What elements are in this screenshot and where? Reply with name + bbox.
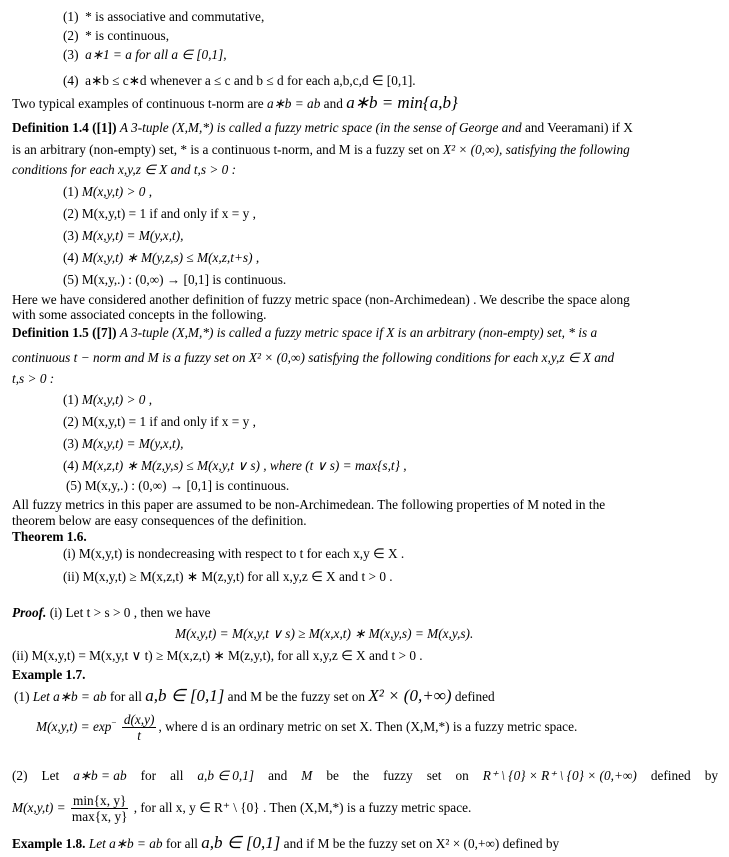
- math-expression: a∗b = ab: [73, 768, 127, 783]
- item-number: (3): [63, 436, 79, 451]
- item-number: (1): [63, 184, 79, 199]
- item-number: (2): [63, 28, 79, 43]
- text: for all: [109, 689, 142, 704]
- na-note-line-1: All fuzzy metrics in this paper are assumed to be non-Archimedean. The following properties of M noted in the: [12, 497, 606, 512]
- word: the: [352, 768, 370, 783]
- tnorm-condition-4: [63, 73, 416, 89]
- definition-text: satisfying the following: [505, 142, 630, 157]
- tnorm-condition-2: [63, 28, 169, 44]
- def15-condition-1: [63, 392, 152, 408]
- item-number: (2): [63, 206, 79, 221]
- math-symbol: M: [301, 768, 313, 783]
- na-note-line-2: theorem below are easy consequences of the definition.: [12, 513, 307, 528]
- item-number: (3): [63, 228, 79, 243]
- formula-lhs: M(x,y,t) = exp: [36, 719, 112, 734]
- proof-line-2: (ii) M(x,y,t) = M(x,y,t ∨ t) ≥ M(x,z,t) ∗ M(z,y,t), for all x,y,z ∈ X and t > 0 .: [12, 648, 423, 663]
- item-number: (1): [63, 392, 79, 407]
- definition-label: Definition 1.4 ([1]): [12, 120, 117, 135]
- def15-condition-5: [66, 478, 289, 494]
- item-text: M(x,y,t) > 0 ,: [81, 184, 153, 199]
- item-number: (3): [63, 47, 79, 62]
- def14-condition-1: [63, 184, 152, 200]
- item-text: M(x,y,t) = 1 if and only if x = y ,: [81, 206, 256, 221]
- item-number: (1): [63, 9, 79, 24]
- formula-exponent-sign: −: [111, 717, 117, 728]
- math-expression: a,b ∈ [0,1]: [201, 833, 281, 852]
- definition-1-4-line-3: conditions for each x,y,z ∈ X and t,s > 0 :: [12, 162, 237, 177]
- definition-1-5-line-2: continuous t − norm and M is a fuzzy set on X² × (0,∞) satisfying the following conditions for each x,y,z ∈ X and: [12, 350, 615, 365]
- example-1-7-label: Example 1.7.: [12, 667, 86, 682]
- math-expression: Let a∗b = ab: [32, 689, 107, 704]
- word: defined: [650, 768, 691, 783]
- definition-text: is an arbitrary (non-empty) set, * is a continuous t-norm, and M is a fuzzy set on: [12, 142, 440, 157]
- theorem-item-i: [63, 546, 404, 562]
- item-number: (4): [63, 250, 79, 265]
- examples-and: and: [323, 96, 343, 111]
- item-text: * is associative and commutative,: [85, 9, 265, 24]
- math-expression: R⁺ \ {0} × R⁺ \ {0} × (0,+∞): [482, 768, 637, 783]
- word: be: [326, 768, 339, 783]
- word: for: [140, 768, 157, 783]
- fraction: [122, 712, 157, 743]
- item-text: M(x,y,t) = 1 if and only if x = y ,: [81, 414, 256, 429]
- example-product: a∗b = ab: [266, 96, 321, 111]
- definition-label: Definition 1.5 ([7]): [12, 325, 117, 340]
- proof-display-equation: M(x,y,t) = M(x,y,t ∨ s) ≥ M(x,x,t) ∗ M(x,y,s) = M(x,y,s).: [175, 626, 474, 641]
- theorem-item-ii: [63, 569, 393, 585]
- item-number: (5): [63, 272, 79, 287]
- def15-condition-4: [63, 458, 407, 474]
- text: for all: [165, 836, 198, 851]
- item-text: M(x,y,t) = M(y,x,t),: [81, 436, 184, 451]
- part-number: (2): [12, 768, 28, 783]
- item-number: (i): [63, 546, 76, 561]
- proof-line-1: [12, 605, 211, 621]
- fraction-numerator: min{x, y}: [72, 793, 127, 809]
- item-text: M(x,y,t) = M(y,x,t),: [81, 228, 184, 243]
- definition-1-5-line-3: t,s > 0 :: [12, 371, 55, 386]
- word: all: [170, 768, 184, 783]
- tnorm-examples: [12, 95, 458, 112]
- proof-label: Proof.: [12, 605, 47, 620]
- def14-condition-3: [63, 228, 183, 244]
- definition-text: and Veeramani) if X: [524, 120, 633, 135]
- fraction-denominator: t: [137, 728, 141, 744]
- text: defined: [454, 689, 495, 704]
- example-1-7-formula: [36, 712, 577, 743]
- fraction-numerator: d(x,y): [123, 712, 155, 728]
- fraction-denominator: max{x, y}: [71, 809, 128, 825]
- item-number: (2): [63, 414, 79, 429]
- fraction: [71, 793, 128, 824]
- text: and if M be the fuzzy set on X² × (0,+∞) defined by: [283, 836, 560, 851]
- text: and M be the fuzzy set on: [227, 689, 366, 704]
- theorem-1-6-label: Theorem 1.6.: [12, 529, 87, 544]
- proof-text: (i) Let t > s > 0 , then we have: [49, 605, 211, 620]
- math-expression: a,b ∈ 0,1]: [197, 768, 255, 783]
- def14-condition-4: [63, 250, 259, 266]
- item-text: a∗b ≤ c∗d whenever a ≤ c and b ≤ d for each a,b,c,d ∈ [0,1].: [85, 73, 416, 88]
- item-text: M(x,y,t) ≥ M(x,z,t) ∗ M(z,y,t) for all x,y,z ∈ X and t > 0 .: [82, 569, 393, 584]
- definition-1-4-line-2: [12, 142, 630, 158]
- item-text: M(x,y,.) : (0,∞) → [0,1] is continuous.: [81, 272, 287, 287]
- example-1-8-line: [12, 835, 559, 852]
- item-text: M(x,z,t) ∗ M(z,y,s) ≤ M(x,y,t ∨ s) , where (t ∨ s) = max{s,t} ,: [81, 458, 407, 473]
- item-text: M(x,y,t) ∗ M(y,z,s) ≤ M(x,z,t+s) ,: [81, 250, 260, 265]
- item-number: (ii): [63, 569, 80, 584]
- definition-1-4-line-1: [12, 120, 633, 136]
- item-number: (4): [63, 458, 79, 473]
- formula-text: , where d is an ordinary metric on set X. Then (X,M,*) is a fuzzy metric space.: [158, 719, 578, 734]
- item-text: M(x,y,t) is nondecreasing with respect to t for each x,y ∈ X .: [78, 546, 405, 561]
- item-number: (5): [66, 478, 82, 493]
- word: by: [704, 768, 718, 783]
- word: fuzzy: [383, 768, 413, 783]
- example-1-7-part-2-formula: [12, 792, 471, 824]
- item-text: a∗1 = a for all a ∈ [0,1],: [85, 47, 227, 62]
- formula-lhs: M(x,y,t) =: [12, 800, 66, 815]
- definition-text: A 3-tuple (X,M,*) is called a fuzzy metric space (in the sense of George and: [119, 120, 522, 135]
- word: and: [268, 768, 288, 783]
- word: on: [455, 768, 469, 783]
- item-text: M(x,y,.) : (0,∞) → [0,1] is continuous.: [84, 478, 290, 493]
- word: Let: [41, 768, 60, 783]
- formula-text: , for all x, y ∈ R⁺ \ {0} . Then (X,M,*) is a fuzzy metric space.: [133, 800, 472, 815]
- examples-lead: Two typical examples of continuous t-norm are: [12, 96, 264, 111]
- example-minimum: a∗b = min{a,b}: [346, 93, 458, 112]
- example-label: Example 1.8.: [12, 836, 86, 851]
- def14-condition-2: [63, 206, 256, 222]
- part-number: (1): [14, 689, 30, 704]
- math-expression: X² × (0,+∞): [368, 686, 452, 705]
- def15-condition-2: [63, 414, 256, 430]
- definition-text: A 3-tuple (X,M,*) is called a fuzzy metric space if X is an arbitrary (non-empty) set, * is a: [119, 325, 598, 340]
- item-text: * is continuous,: [85, 28, 170, 43]
- example-1-7-part-1-line: [14, 688, 495, 705]
- example-1-7-part-2-line: [12, 768, 718, 784]
- word: set: [426, 768, 442, 783]
- item-number: (4): [63, 73, 79, 88]
- math-expression: X² × (0,∞),: [442, 142, 503, 157]
- item-text: M(x,y,t) > 0 ,: [81, 392, 153, 407]
- math-expression: Let a∗b = ab: [88, 836, 163, 851]
- math-expression: a,b ∈ [0,1]: [145, 686, 225, 705]
- intro-paragraph-line-2: with some associated concepts in the following.: [12, 307, 267, 322]
- def14-condition-5: [63, 272, 286, 288]
- def15-condition-3: [63, 436, 183, 452]
- tnorm-condition-1: [63, 9, 264, 25]
- tnorm-condition-3: [63, 47, 227, 63]
- intro-paragraph-line-1: Here we have considered another definition of fuzzy metric space (non-Archimedean) . We describe the space along: [12, 292, 630, 307]
- definition-1-5-line-1: [12, 325, 597, 341]
